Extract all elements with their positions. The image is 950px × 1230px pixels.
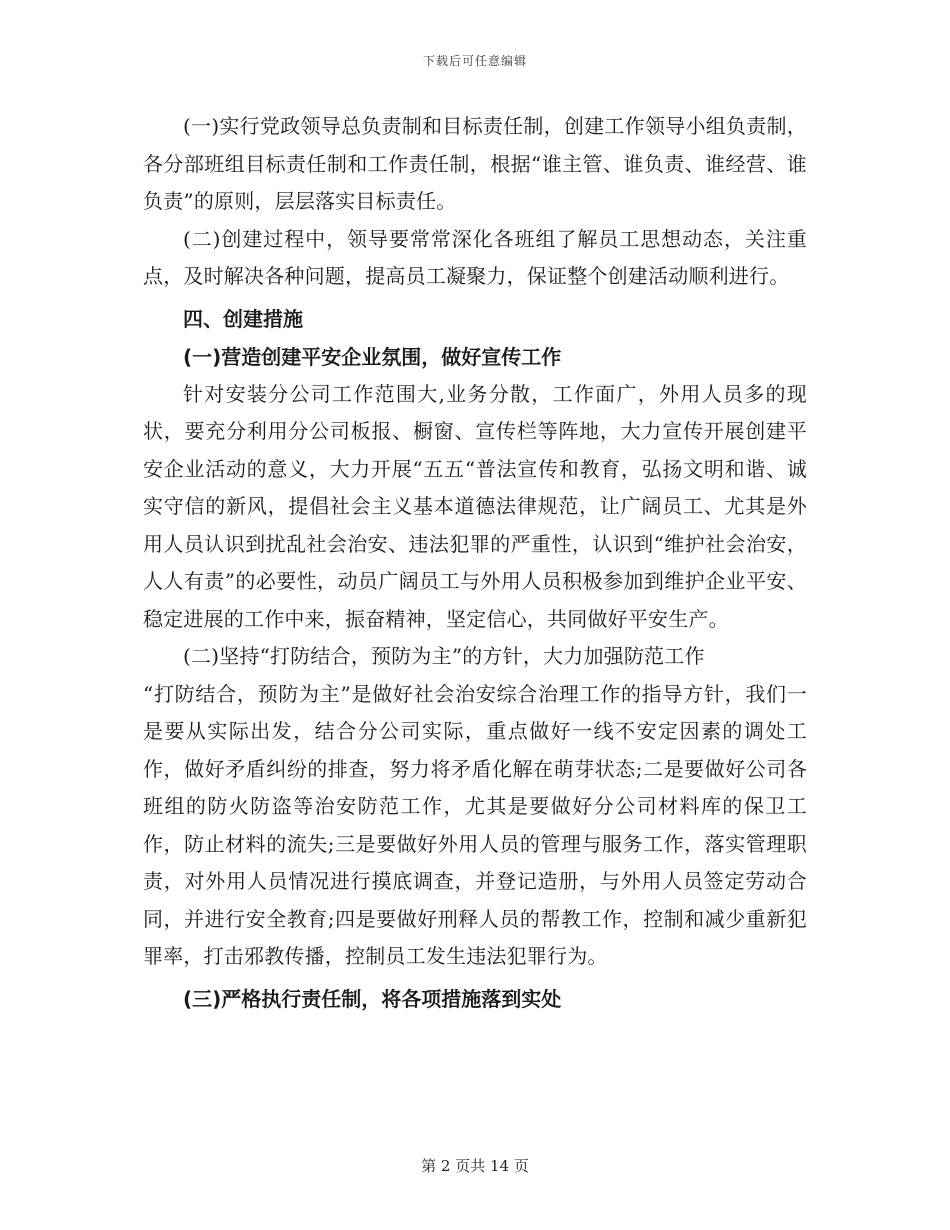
section-heading-measures: 四、创建措施 — [183, 306, 303, 331]
subheading-publicity: (一)营造创建平安企业氛围，做好宣传工作 — [183, 344, 562, 369]
subheading-responsibility: (三)严格执行责任制，将各项措施落到实处 — [183, 986, 562, 1011]
paragraph-publicity: 针对安装分公司工作范围大,业务分散，工作面广，外用人员多的现状，要充分利用分公司板报、橱窗、宣传栏等阵地，大力宣传开展创建平安企业活动的意义，大力开展“五五“普法宣传和教育，弘扬文明和谐、诚实守信的新风，提倡社会主义基本道德法律规范，让广阔员工、尤其是外用人员认识到扰乱社会治安、违法犯罪的严重性，认识到“维护社会治安，人人有责”的必要性，动员广阔员工与外用人员积极参加到维护企业平安、稳定进展的工作中来，振奋精神，坚定信心，共同做好平安生产。 — [143, 381, 807, 631]
paragraph-prevention: “打防结合，预防为主”是做好社会治安综合治理工作的指导方针，我们一是要从实际出发，结合分公司实际，重点做好一线不安定因素的调处工作，做好矛盾纠纷的排查，努力将矛盾化解在萌芽状态;二是要做好公司各班组的防火防盗等治安防范工作，尤其是要做好分公司材料库的保卫工作，防止材料的流失;三是要做好外用人员的管理与服务工作，落实管理职责，对外用人员情况进行摸底调查，并登记造册，与外用人员签定劳动合同，并进行安全教育;四是要做好刑释人员的帮教工作，控制和减少重新犯罪率，打击邪教传播，控制员工发生违法犯罪行为。 — [143, 681, 807, 968]
paragraph-responsibility-system: (一)实行党政领导总负责制和目标责任制，创建工作领导小组负责制，各分部班组目标责任制和工作责任制，根据“谁主管、谁负责、谁经营、谁负责”的原则，层层落实目标责任。 — [143, 114, 807, 213]
document-body — [143, 108, 807, 1018]
paragraph-prevention-title: (二)坚持“打防结合，预防为主”的方针，大力加强防范工作 — [183, 644, 705, 668]
paragraph-creation-process: (二)创建过程中，领导要常常深化各班组了解员工思想动态，关注重点，及时解决各种问题，提高员工凝聚力，保证整个创建活动顺利进行。 — [143, 226, 807, 288]
header-note: 下载后可任意编辑 — [422, 54, 527, 68]
page-number: 第 2 页共 14 页 — [421, 1157, 529, 1175]
